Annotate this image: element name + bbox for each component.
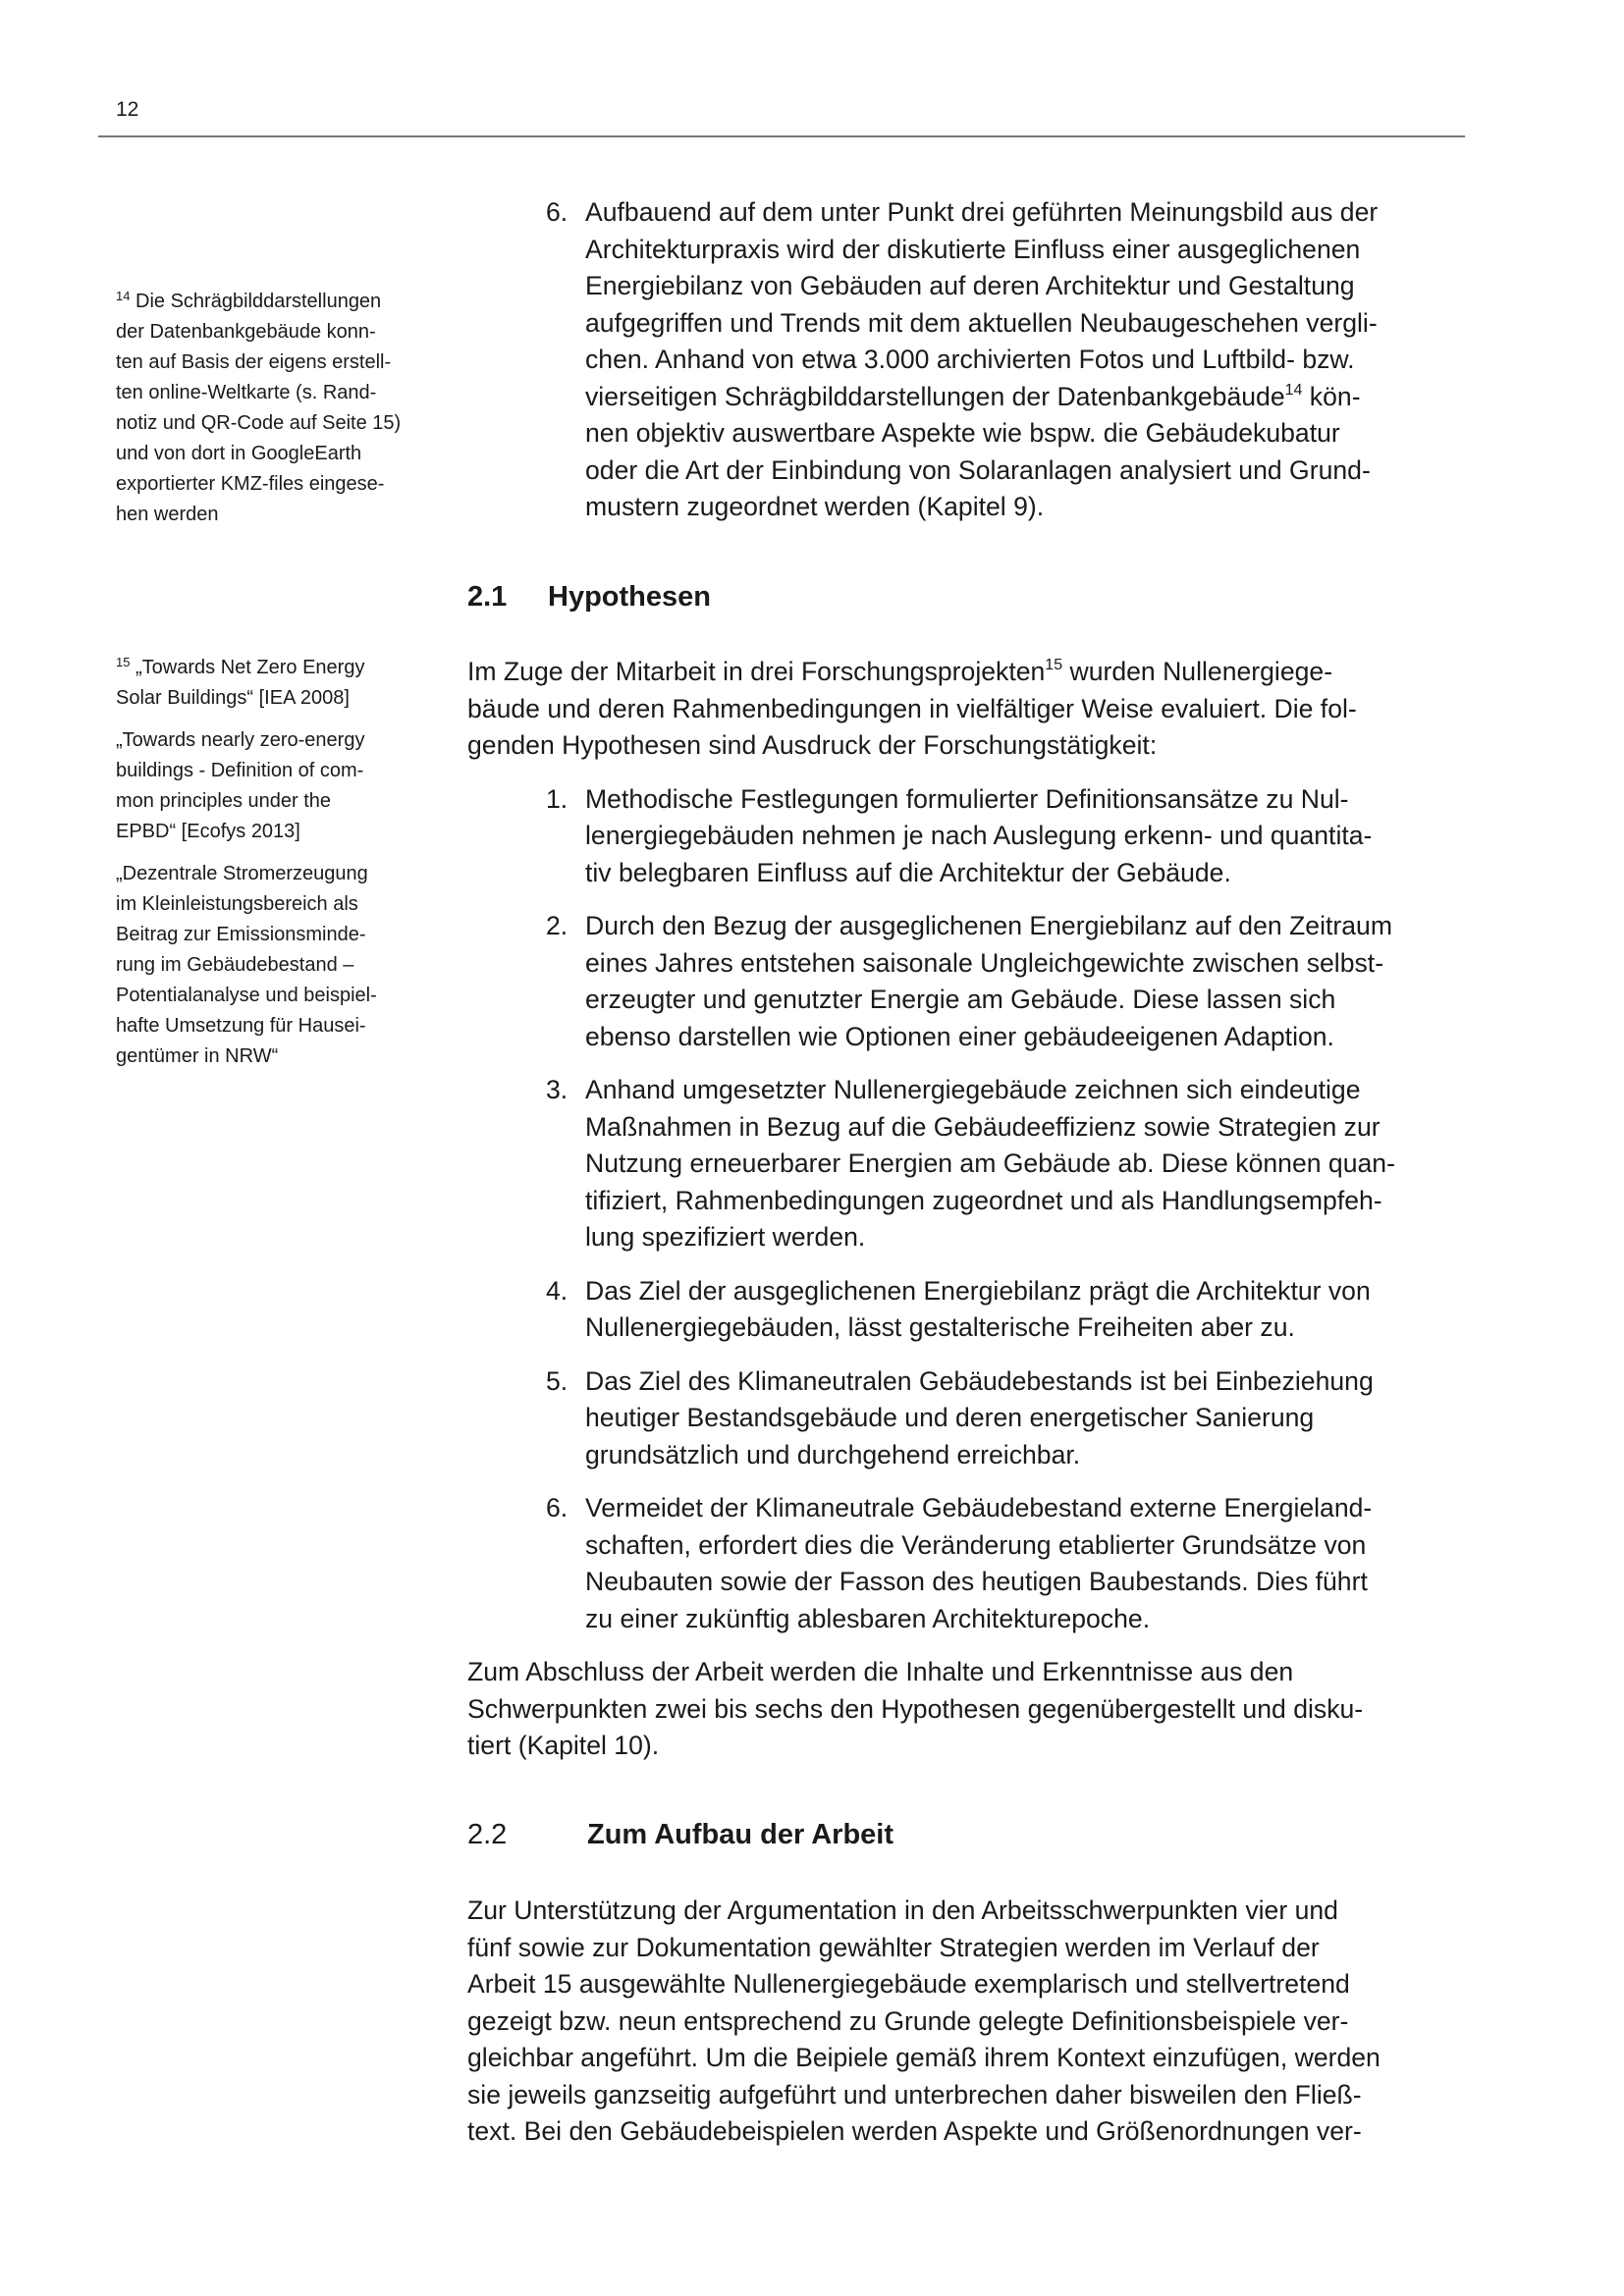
hypotheses-list bbox=[467, 781, 1443, 1638]
list-item-number: 3. bbox=[546, 1075, 568, 1104]
list-item: 4. Das Ziel der ausgeglichenen Energiebilanz prägt die Architektur von Nullenergiegebäuden, lässt gestalterische Freiheiten aber zu. bbox=[467, 1273, 1443, 1347]
top-list bbox=[467, 194, 1443, 526]
list-item-number: 6. bbox=[546, 1493, 568, 1522]
sidenote-15 bbox=[116, 653, 428, 1084]
list-item: 2. Durch den Bezug der ausgeglichenen Energiebilanz auf den Zeitraum eines Jahres entstehen saisonale Ungleichgewichte zwischen selbst- erzeugter und genutzter Energie am Gebäude. Diese lassen sich ebenso darstellen wie Optionen einer gebäudeeigenen Adaption. bbox=[467, 908, 1443, 1055]
section-2-1-closing: Zum Abschluss der Arbeit werden die Inhalte und Erkenntnisse aus den Schwerpunkten zwei bis sechs den Hypothesen gegenübergestellt und disku- tiert (Kapitel 10). bbox=[467, 1657, 1364, 1760]
list-item-number: 5. bbox=[546, 1365, 568, 1396]
sidenote-15-ref-ecofys: „Towards nearly zero-energy buildings - Definition of com- mon principles under the EPBD“ [Ecofys 2013] bbox=[116, 729, 365, 842]
sidenote-15-ref-iea: $^{15}$ „Towards Net Zero Energy Solar Buildings“ [IEA 2008] bbox=[116, 655, 365, 709]
section-title: Hypothesen bbox=[548, 581, 711, 613]
section-number: 2.1 bbox=[467, 581, 508, 613]
list-item: 6. Vermeidet der Klimaneutrale Gebäudebestand externe Energieland- schaften, erfordert dies die Veränderung etablierter Grundsätze von Neubauten sowie der Fasson des heutigen Baubestands. Dies führt zu einer zukünftig ablesbaren Architekturepoche. bbox=[467, 1490, 1443, 1637]
section-heading-2-2 bbox=[467, 1819, 893, 1851]
list-item: 3. Anhand umgesetzter Nullenergiegebäude zeichnen sich eindeutige Maßnahmen in Bezug auf die Gebäudeeffizienz sowie Strategien zur Nutzung erneuerbarer Energien am Gebäude ab. Diese können quan- tifiziert, Rahmenbedingungen zugeordnet und als Handlungsempfeh- lung spezifiziert werden. bbox=[467, 1072, 1443, 1256]
list-item: 5. Das Ziel des Klimaneutralen Gebäudebestands ist bei Einbeziehung heutiger Bestandsgebäude und deren energetischer Sanierung grundsätzlich und durchgehend erreichbar. bbox=[467, 1363, 1443, 1474]
header-rule bbox=[98, 135, 1465, 137]
section-number: 2.2 bbox=[467, 1819, 508, 1850]
section-heading-2-1 bbox=[467, 581, 711, 614]
section-2-2-paragraph: Zur Unterstützung der Argumentation in den Arbeitsschwerpunkten vier und fünf sowie zur Dokumentation gewählter Strategien werden im Verlauf der Arbeit 15 ausgewählte Nullenergiegebäude exemplarisch und stellvertretend gezeigt bzw. neun entsprechend zu Grunde gelegte Definitionsbeispiele ver- gleichbar angeführt. Um die Beipiele gemäß ihrem Kontext einzufügen, werden sie jeweils ganzseitig aufgeführt und unterbrechen daher bisweilen den Fließ- text. Bei den Gebäudebeispielen werden Aspekte und Größenordnungen ver- bbox=[467, 1896, 1380, 2146]
list-item-number: 6. bbox=[546, 197, 568, 227]
sidenote-14-marker: 14 bbox=[116, 289, 131, 303]
section-2-1-intro: Im Zuge der Mitarbeit in drei Forschungsprojekten$^{15}$ wurden Nullenergiege- bäude und deren Rahmenbedingungen in vielfältiger Weise evaluiert. Die fol- genden Hypothesen sind Ausdruck der Forschungstätigkeit: bbox=[467, 657, 1357, 760]
top-list-item bbox=[467, 194, 1443, 543]
list-item: 1. Methodische Festlegungen formulierter Definitionsansätze zu Nul- lenergiegebäuden nehmen je nach Auslegung erkenn- und quantita- tiv belegbaren Einfluss auf die Architektur der Gebäude. bbox=[467, 781, 1443, 892]
list-item: 6. Aufbauend auf dem unter Punkt drei geführten Meinungsbild aus der Architekturpraxis wird der diskutierte Einfluss einer ausgeglichenen Energiebilanz von Gebäuden auf deren Architektur und Gestaltung aufgegriffen und Trends mit dem aktuellen Neubaugeschehen vergli- chen. Anhand von etwa 3.000 archivierten Fotos und Luftbild- bzw. vierseitigen Schrägbilddarstellungen der Datenbankgebäude$^{14}$ kön- nen objektiv auswertbare Aspekte wie bspw. die Gebäudekubatur oder die Art der Einbindung von Solaranlagen analysiert und Grund- mustern zugeordnet werden (Kapitel 9). bbox=[467, 194, 1443, 526]
sidenote-15-ref-nrw: „Dezentrale Stromerzeugung im Kleinleistungsbereich als Beitrag zur Emissionsminde- rung im Gebäudebestand – Potentialanalyse und beispiel- hafte Umsetzung für Hausei- gentümer in NRW“ bbox=[116, 863, 377, 1067]
footnote-ref-15: 15 bbox=[1045, 657, 1063, 673]
footnote-ref-14: 14 bbox=[1284, 381, 1303, 399]
section-2-2-body bbox=[467, 1893, 1443, 2151]
sidenote-14 bbox=[116, 287, 428, 542]
list-item-number: 4. bbox=[546, 1275, 568, 1306]
page-number: 12 bbox=[116, 98, 139, 121]
section-title: Zum Aufbau der Arbeit bbox=[587, 1819, 894, 1850]
section-2-1-body bbox=[467, 654, 1443, 1765]
list-item-number: 1. bbox=[546, 783, 568, 814]
list-item-number: 2. bbox=[546, 911, 568, 940]
sidenote-14-text: $^{14}$ Die Schrägbilddarstellungen der Datenbankgebäude konn- ten auf Basis der eigens erstell- ten online-Weltkarte (s. Rand- notiz und QR-Code auf Seite 15) und von dort in GoogleEarth exportierter KMZ-files eingese- hen werden bbox=[116, 289, 402, 525]
sidenote-15-marker: 15 bbox=[116, 655, 131, 669]
